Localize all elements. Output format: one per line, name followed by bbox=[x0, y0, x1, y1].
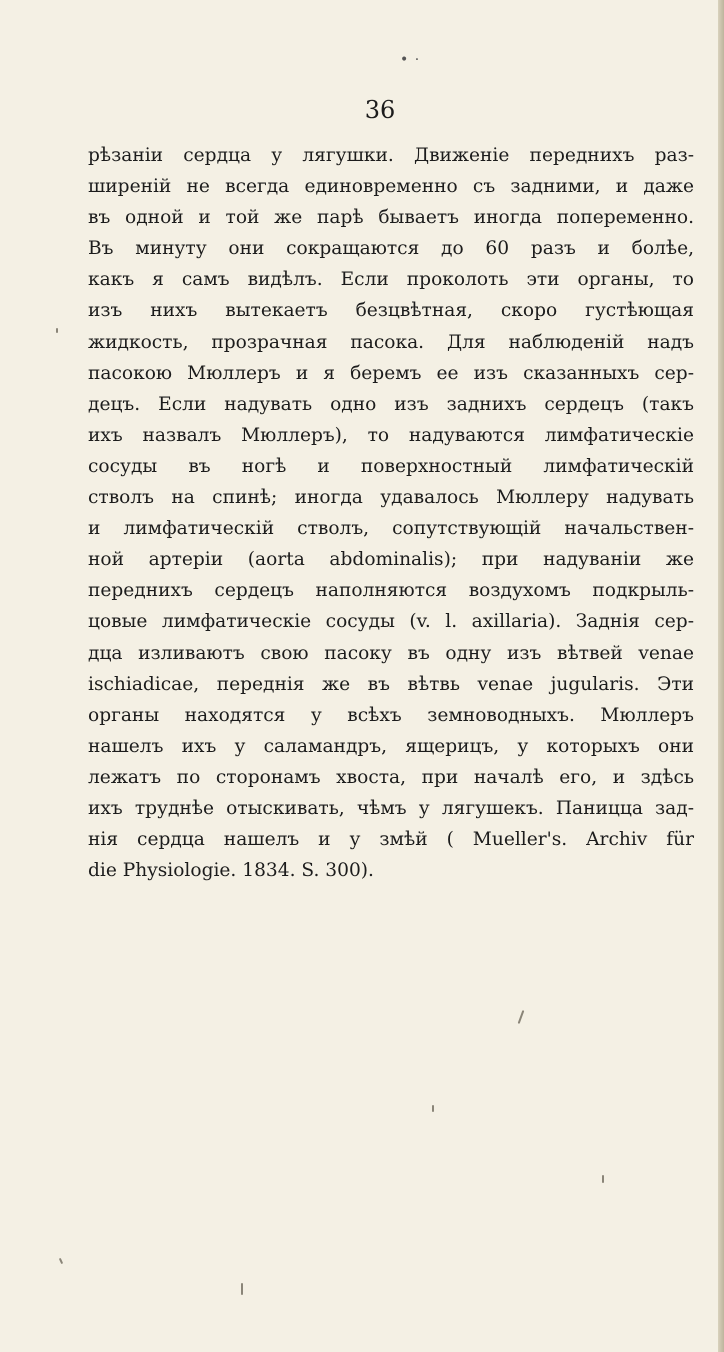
paper-speck bbox=[432, 1105, 434, 1112]
text-line: die Physiologie. 1834. S. 300). bbox=[88, 860, 374, 882]
text-line: лежатъ по сторонамъ хвоста, при началѣ его, и здѣсь bbox=[88, 766, 694, 788]
paper-speck bbox=[518, 1010, 525, 1024]
text-line: въ одной и той же парѣ бываетъ иногда попеременно. bbox=[88, 207, 694, 229]
text-line: дца изливаютъ свою пасоку въ одну изъ вѣтвей venae bbox=[88, 642, 694, 664]
paper-speck bbox=[602, 1175, 604, 1183]
text-line: ischiadicae, переднія же въ вѣтвь venae jugularis. Эти bbox=[88, 673, 694, 695]
text-line: стволъ на спинѣ; иногда удавалось Мюллеру надувать bbox=[88, 487, 694, 509]
text-line: цовые лимфатическіе сосуды (v. l. axillaria). Заднія сер- bbox=[88, 611, 694, 633]
text-line: изъ нихъ вытекаетъ безцвѣтная, скоро густѣющая bbox=[88, 300, 694, 322]
text-line: нія сердца нашелъ и у змѣй ( Mueller's. Archiv für bbox=[88, 829, 694, 851]
text-line: органы находятся у всѣхъ земноводныхъ. Мюллеръ bbox=[88, 704, 694, 726]
paper-speck bbox=[59, 1258, 63, 1264]
text-line: ширеній не всегда единовременно съ задними, и даже bbox=[88, 176, 694, 198]
text-line: сосуды въ ногѣ и поверхностный лимфатическій bbox=[88, 455, 694, 477]
paper-speck bbox=[56, 328, 58, 333]
text-line: какъ я самъ видѣлъ. Если проколоть эти органы, то bbox=[88, 269, 694, 291]
text-line: жидкость, прозрачная пасока. Для наблюденій надъ bbox=[88, 331, 694, 353]
text-line: ихъ назвалъ Мюллеръ), то надуваются лимфатическіе bbox=[88, 424, 694, 446]
text-line: рѣзаніи сердца у лягушки. Движеніе переднихъ раз- bbox=[88, 145, 694, 166]
page-edge bbox=[718, 0, 724, 1352]
text-line: нашелъ ихъ у саламандръ, ящерицъ, у которыхъ они bbox=[88, 735, 694, 757]
text-line: пасокою Мюллеръ и я беремъ ее изъ сказанныхъ сер- bbox=[88, 362, 694, 384]
text-line: ной артеріи (aorta abdominalis); при надуваніи же bbox=[88, 549, 694, 571]
text-line: ихъ труднѣе отыскивать, чѣмъ у лягушекъ. Паницца зад- bbox=[88, 797, 694, 819]
paper-speck bbox=[241, 1283, 243, 1295]
text-line: и лимфатическій стволъ, сопутствующій начальствен- bbox=[88, 518, 694, 540]
text-line: Въ минуту они сокращаются до 60 разъ и болѣе, bbox=[88, 238, 694, 260]
text-line: переднихъ сердецъ наполняются воздухомъ подкрыль- bbox=[88, 580, 694, 602]
page-top-mark: • · bbox=[400, 52, 421, 68]
body-text bbox=[88, 140, 694, 886]
page-number: 36 bbox=[364, 96, 396, 124]
text-line: децъ. Если надувать одно изъ заднихъ сердецъ (такъ bbox=[88, 393, 694, 415]
